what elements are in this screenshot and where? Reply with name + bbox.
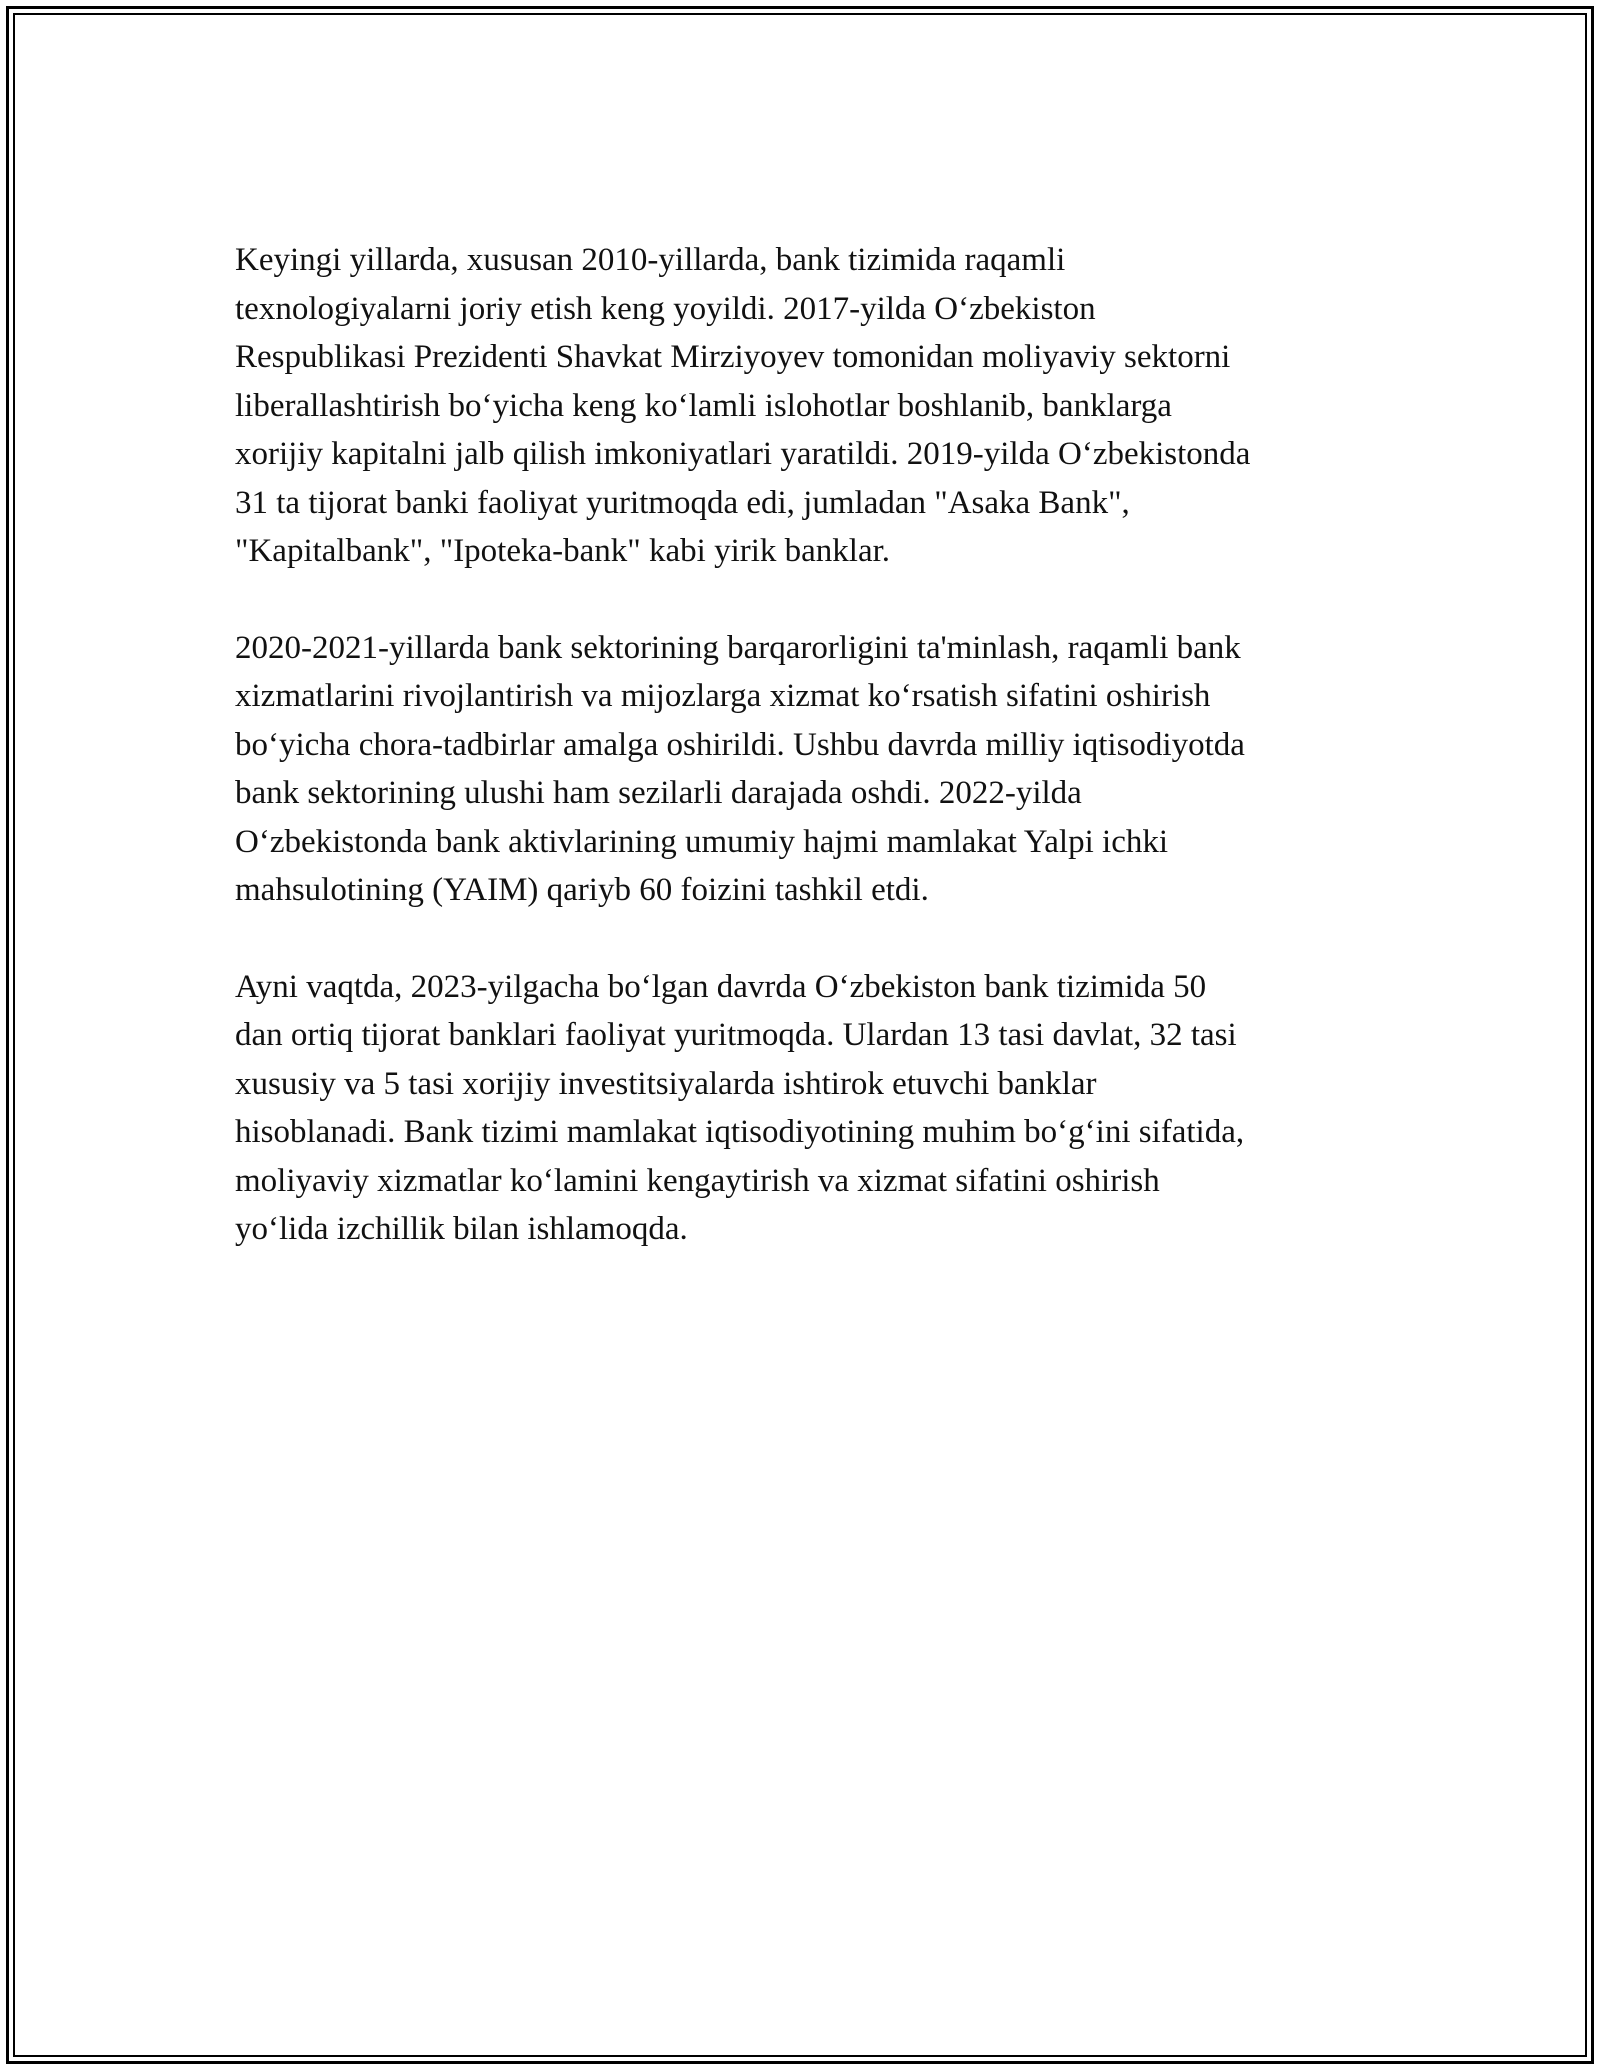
text-line: Ayni vaqtda, 2023-yilgacha bo‘lgan davrda O‘zbekiston bank tizimida 50	[235, 968, 1207, 1005]
paragraph-2	[235, 624, 1385, 915]
text-line: 2020-2021-yillarda bank sektorining barqarorligini ta'minlash, raqamli bank	[235, 629, 1241, 666]
text-line: Keyingi yillarda, xususan 2010-yillarda, bank tizimida raqamli	[235, 242, 1066, 278]
text-line: Respublikasi Prezidenti Shavkat Mirziyoyev tomonidan moliyaviy sektorni	[235, 339, 1231, 375]
text-line: xizmatlarini rivojlantirish va mijozlarga xizmat ko‘rsatish sifatini oshirish	[235, 678, 1211, 714]
text-line: 31 ta tijorat banki faoliyat yuritmoqda edi, jumladan "Asaka Bank",	[235, 484, 1130, 521]
text-line: liberallashtirish bo‘yicha keng ko‘lamli islohotlar boshlanib, banklarga	[235, 387, 1172, 424]
text-line: xususiy va 5 tasi xorijiy investitsiyalarda ishtirok etuvchi banklar	[235, 1065, 1097, 1102]
paragraph-1	[235, 236, 1385, 576]
text-line: moliyaviy xizmatlar ko‘lamini kengaytirish va xizmat sifatini oshirish	[235, 1162, 1160, 1199]
text-line: bo‘yicha chora-tadbirlar amalga oshirildi. Ushbu davrda milliy iqtisodiyotda	[235, 726, 1245, 763]
text-line: hisoblanadi. Bank tizimi mamlakat iqtisodiyotining muhim bo‘g‘ini sifatida,	[235, 1114, 1245, 1150]
text-line: xorijiy kapitalni jalb qilish imkoniyatlari yaratildi. 2019-yilda O‘zbekistonda	[235, 436, 1251, 472]
text-line: mahsulotining (YAIM) qariyb 60 foizini tashkil etdi.	[235, 872, 929, 908]
text-line: yo‘lida izchillik bilan ishlamoqda.	[235, 1211, 688, 1247]
text-line: texnologiyalarni joriy etish keng yoyildi. 2017-yilda O‘zbekiston	[235, 290, 1096, 327]
paragraph-3	[235, 963, 1385, 1254]
document-body	[235, 236, 1385, 1302]
text-line: bank sektorining ulushi ham sezilarli darajada oshdi. 2022-yilda	[235, 775, 1082, 811]
text-line: dan ortiq tijorat banklari faoliyat yuritmoqda. Ulardan 13 tasi davlat, 32 tasi	[235, 1017, 1237, 1053]
text-line: "Kapitalbank", "Ipoteka-bank" kabi yirik banklar.	[235, 533, 891, 569]
text-line: O‘zbekistonda bank aktivlarining umumiy hajmi mamlakat Yalpi ichki	[235, 823, 1169, 860]
